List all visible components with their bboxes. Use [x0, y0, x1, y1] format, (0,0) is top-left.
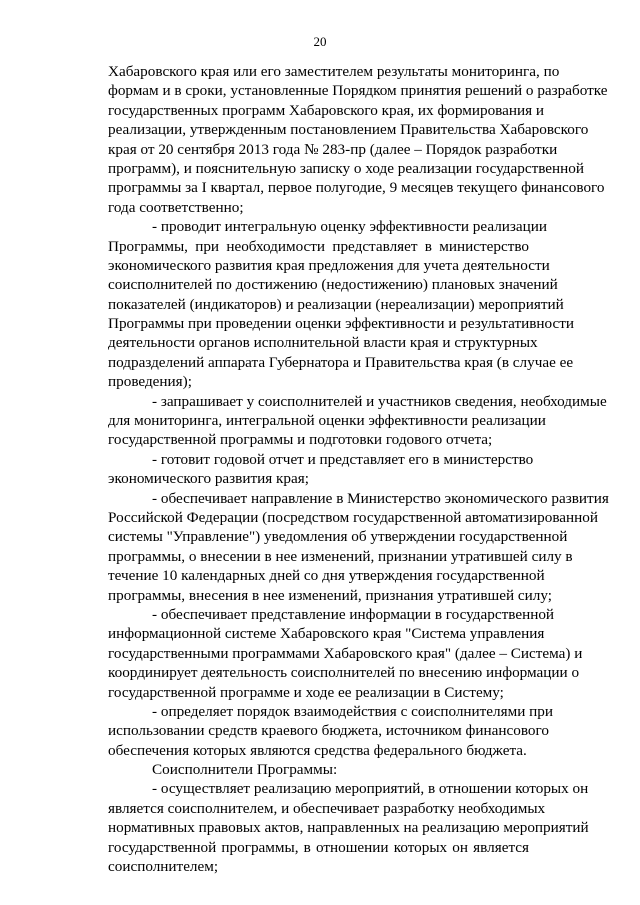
- text-line: Российской Федерации (посредством государственной автоматизированной: [108, 508, 599, 526]
- text-line: реализации, утвержденным постановлением Правительства Хабаровского: [108, 121, 589, 139]
- text-line: края от 20 сентября 2013 года № 283-пр (далее – Порядок разработки: [108, 140, 558, 158]
- text-line: обеспечения которых являются средства федерального бюджета.: [108, 741, 527, 759]
- text-line: - готовит годовой отчет и представляет его в министерство: [152, 450, 534, 468]
- text-line: формам и в сроки, установленные Порядком принятия решений о разработке: [108, 82, 608, 100]
- text-line: экономического развития края;: [108, 470, 309, 488]
- text-line: информационной системе Хабаровского края "Система управления: [108, 625, 545, 643]
- text-line: соисполнителем;: [108, 858, 219, 876]
- text-line: экономического развития края предложения для учета деятельности: [108, 256, 550, 274]
- text-line: Программы, при необходимости представляет в министерство: [108, 237, 529, 255]
- text-line: - запрашивает у соисполнителей и участников сведения, необходимые: [152, 392, 607, 410]
- text-line: государственной программе и ходе ее реализации в Систему;: [108, 683, 504, 701]
- text-line: показателей (индикаторов) и реализации (нереализации) мероприятий: [108, 295, 564, 313]
- text-line: года соответственно;: [108, 198, 244, 216]
- text-line: государственных программ Хабаровского края, их формирования и: [108, 101, 545, 119]
- document-body: [108, 62, 609, 876]
- text-line: нормативных правовых актов, направленных на реализацию мероприятий: [108, 819, 589, 837]
- text-line: - осуществляет реализацию мероприятий, в отношении которых он: [152, 780, 589, 798]
- text-line: для мониторинга, интегральной оценки эффективности реализации: [108, 412, 546, 430]
- page-number: 20: [313, 34, 327, 49]
- text-line: программы за I квартал, первое полугодие, 9 месяцев текущего финансового: [108, 179, 605, 197]
- text-line: использовании средств краевого бюджета, источником финансового: [108, 722, 549, 740]
- text-line: течение 10 календарных дней со дня утверждения государственной: [108, 567, 545, 585]
- text-line: - проводит интегральную оценку эффективности реализации: [152, 218, 548, 236]
- text-line: государственной программы, в отношении которых он является: [108, 838, 529, 856]
- text-line: - обеспечивает направление в Министерство экономического развития: [152, 489, 609, 507]
- text-line: государственными программами Хабаровского края" (далее – Система) и: [108, 644, 583, 662]
- text-line: - определяет порядок взаимодействия с соисполнителями при: [152, 702, 553, 720]
- text-line: проведения);: [108, 373, 192, 391]
- text-line: программы, внесения в нее изменений, признания утратившей силу;: [108, 586, 552, 604]
- text-line: государственной программы и подготовки годового отчета;: [108, 431, 493, 449]
- text-line: Соисполнители Программы:: [152, 761, 338, 779]
- text-line: системы "Управление") уведомления об утверждении государственной: [108, 528, 568, 546]
- text-line: программ), и пояснительную записку о ходе реализации государственной: [108, 159, 585, 177]
- text-line: - обеспечивает представление информации в государственной: [152, 605, 555, 623]
- text-line: координирует деятельность соисполнителей по внесению информации о: [108, 664, 580, 682]
- text-line: Хабаровского края или его заместителем результаты мониторинга, по: [108, 63, 560, 80]
- text-line: Программы при проведении оценки эффективности и результативности: [108, 315, 575, 333]
- text-line: программы, о внесении в нее изменений, признании утратившей силу в: [108, 547, 573, 565]
- text-line: деятельности органов исполнительной власти края и структурных: [108, 334, 538, 352]
- text-line: является соисполнителем, и обеспечивает разработку необходимых: [108, 799, 546, 817]
- text-line: подразделений аппарата Губернатора и Правительства края (в случае ее: [108, 353, 574, 371]
- text-line: соисполнителей по достижению (недостижению) плановых значений: [108, 276, 558, 294]
